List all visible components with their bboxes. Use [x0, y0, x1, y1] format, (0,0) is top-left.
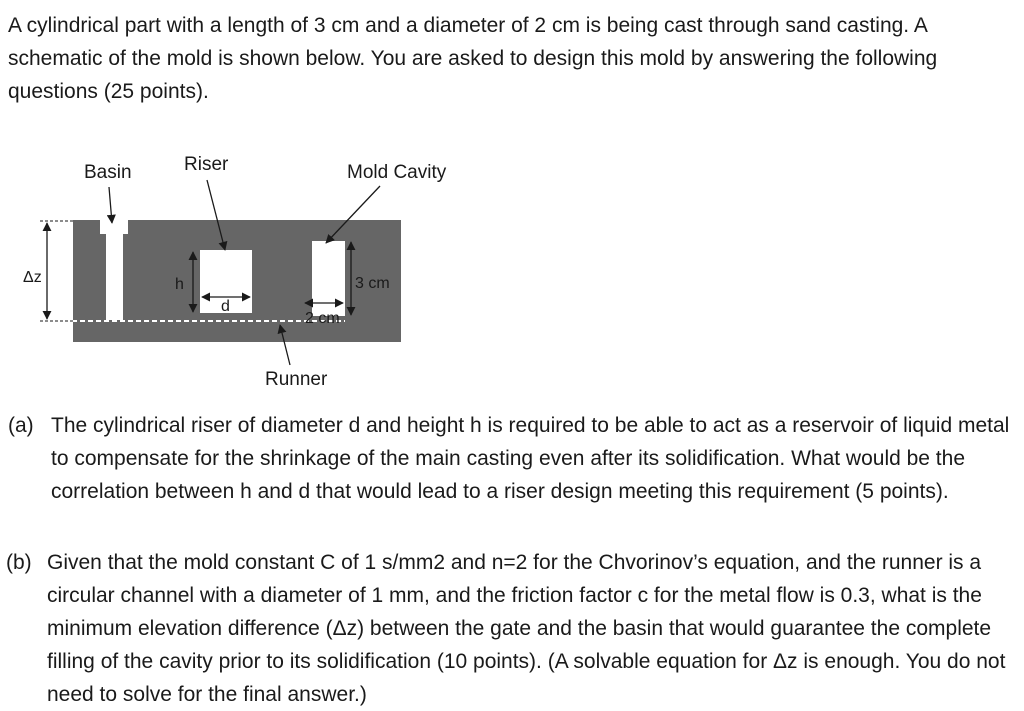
mold-cavity — [312, 241, 345, 316]
dz-label: Δz — [23, 269, 42, 286]
question-a-label: (a) — [8, 414, 34, 437]
mold-schematic — [0, 140, 480, 395]
basin-label: Basin — [84, 162, 132, 183]
sprue — [106, 220, 123, 320]
d-label: d — [221, 298, 230, 315]
question-a — [8, 409, 1018, 508]
dim-3cm-label: 3 cm — [355, 275, 390, 292]
question-a-text: The cylindrical riser of diameter d and height h is required to be able to act as a reservoir of liquid metal to compensate for the shrinkage of the main casting even after its solidification. What would be the correlation between h and d that would lead to a riser design meeting this requirement (5 points). — [51, 414, 1010, 503]
problem-intro: A cylindrical part with a length of 3 cm and a diameter of 2 cm is being cast through sand casting. A schematic of the mold is shown below. You are asked to design this mold by answering the following questions (25 points). — [8, 14, 938, 103]
question-b-text: Given that the mold constant C of 1 s/mm2 and n=2 for the Chvorinov’s equation, and the runner is a circular channel with a diameter of 1 mm, and the friction factor c for the metal flow is 0.3, what is the minimum elevation difference (Δz) between the gate and the basin that would guarantee the complete filling of the cavity prior to its solidification (10 points). (A solvable equation for Δz is enough. You do not need to solve for the final answer.) — [47, 551, 1006, 706]
h-label: h — [175, 276, 184, 293]
question-b-label: (b) — [6, 551, 32, 574]
question-b — [6, 546, 1018, 711]
dim-2cm-label: 2 cm — [305, 310, 340, 327]
mold-cavity-label: Mold Cavity — [347, 162, 447, 183]
basin-leader — [109, 187, 112, 223]
runner-label: Runner — [265, 369, 328, 390]
riser-label: Riser — [184, 154, 229, 175]
